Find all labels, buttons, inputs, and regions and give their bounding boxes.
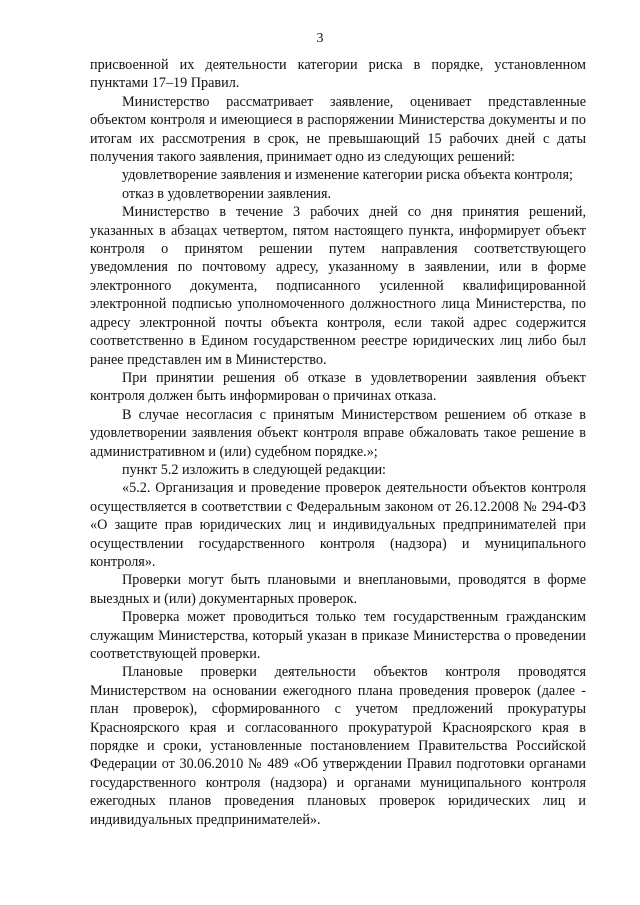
paragraph-notification: Министерство в течение 3 рабочих дней со дня принятия решений, указанных в абзацах четвертом, пятом настоящего пункта, информирует объект контроля о принятом решении путем направления соответствующего уведомления по почтовому адресу, указанному в заявлении, или в форме электронного документа, подписанного усиленной квалифицированной электронной подписью уполномоченного должностного лица Министерства, по адресу электронной почты объекта контроля, если такой адрес содержится соответственно в Едином государственном реестре юридических лиц либо был ранее представлен им в Министерство. (90, 204, 586, 368)
paragraph-clause-5-2: «5.2. Организация и проведение проверок деятельности объектов контроля осуществляется в соответствии с Федеральным законом от 26.12.2008 № 294-ФЗ «О защите прав юридических лиц и индивидуальных предпринимателей при осуществлении государственного контроля (надзора) и муниципального контроля». (90, 480, 586, 570)
paragraph-decision-approve: удовлетворение заявления и изменение категории риска объекта контроля; (122, 167, 573, 184)
paragraph-clause-5-2-intro: пункт 5.2 изложить в следующей редакции: (122, 461, 386, 478)
paragraph-inspector: Проверка может проводиться только тем государственным гражданским служащим Министерства, который указан в приказе Министерства о проведении соответствующей проверки. (90, 609, 586, 662)
paragraph-risk-category: присвоенной их деятельности категории риска в порядке, установленном пунктами 17–19 Правил. (90, 57, 586, 92)
paragraph-appeal: В случае несогласия с принятым Министерством решением об отказе в удовлетворении заявления объект контроля вправе обжаловать такое решение в административном и (или) судебном порядке.»; (90, 406, 586, 460)
document-body (90, 56, 586, 829)
paragraph-ministry-review: Министерство рассматривает заявление, оценивает представленные объектом контроля и имеющиеся в распоряжении Министерства документы и по итогам их рассмотрения в срок, не превышающий 15 рабочих дней с даты получения такого заявления, принимает одно из следующих решений: (90, 93, 586, 166)
paragraph-refusal-reasons: При принятии решения об отказе в удовлетворении заявления объект контроля должен быть информирован о причинах отказа. (90, 369, 586, 405)
page-number: 3 (316, 31, 324, 46)
paragraph-planned-inspections: Плановые проверки деятельности объектов контроля проводятся Министерством на основании ежегодного плана проведения проверок (далее - план проверок), сформированного с учетом предложений прокуратуры Красноярского края и согласованного прокуратурой Красноярского края в порядке и сроки, установленные постановлением Правительства Российской Федерации от 30.06.2010 № 489 «Об утверждении Правил подготовки органами государственного контроля (надзора) и органами муниципального контроля ежегодных планов проведения плановых проверок юридических лиц и индивидуальных предпринимателей». (90, 664, 586, 828)
paragraph-inspection-types: Проверки могут быть плановыми и внеплановыми, проводятся в форме выездных и (или) документарных проверок. (90, 572, 586, 607)
paragraph-decision-refuse: отказ в удовлетворении заявления. (122, 185, 332, 202)
